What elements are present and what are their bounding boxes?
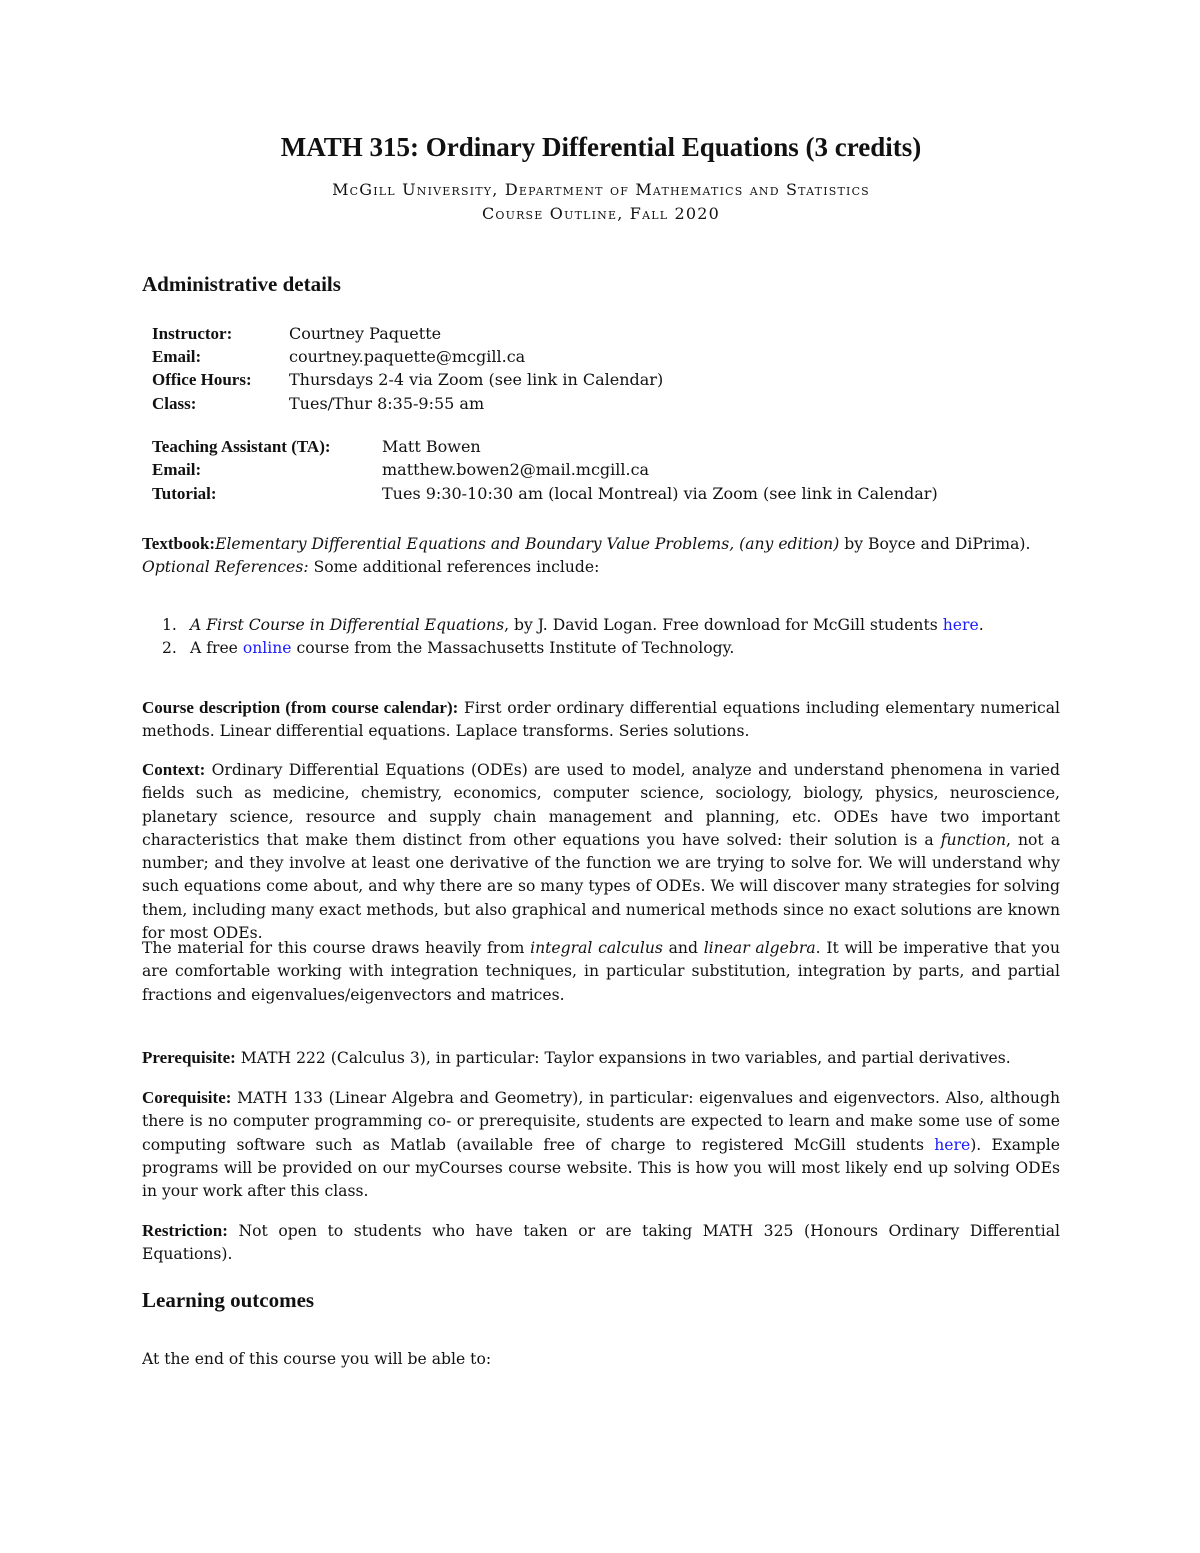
context-paragraph: [142, 758, 1060, 945]
reference-text: , by J. David Logan. Free download for McGill students: [504, 616, 943, 634]
context-emphasis: function: [940, 830, 1006, 849]
optional-references-text: Some additional references include:: [308, 558, 600, 577]
tutorial-label: Tutorial:: [152, 484, 217, 503]
material-text-2: and: [662, 939, 704, 957]
material-text-3: . It will be imperative that you are comfortable working with integration techniques, in particular substitution, integration by parts, and partial fractions and eigenvalues/eigenvectors and matrices.: [142, 939, 1060, 1004]
corequisite-label: Corequisite:: [142, 1088, 232, 1107]
reference-title: A First Course in Differential Equations: [190, 616, 505, 634]
references-list: [142, 614, 1060, 661]
department-subtitle: McGill University, Department of Mathematics and Statistics: [332, 180, 870, 199]
learning-outcomes-heading: Learning outcomes: [142, 1288, 315, 1312]
optional-references-label: Optional References:: [142, 558, 309, 577]
tutorial-value: Tues 9:30-10:30 am (local Montreal) via Zoom (see link in Calendar): [382, 484, 938, 503]
list-item: [142, 614, 1060, 637]
description-text: First order ordinary differential equations including elementary numerical methods. Linear differential equations. Laplace transforms. Series solutions.: [142, 699, 1060, 741]
material-paragraph: [142, 937, 1060, 1007]
list-item: [142, 637, 1060, 660]
context-text: Ordinary Differential Equations (ODEs) are used to model, analyze and understand phenomena in varied fields such as medicine, chemistry, economics, computer science, sociology, biology, physics, neuroscience, planetary science, resource and supply chain management and planning, etc. ODEs have two important characteristics that make them distinct from other equations you have solved: their solution is a: [142, 761, 1060, 849]
term-subtitle: Course Outline, Fall 2020: [481, 204, 721, 223]
material-emphasis-algebra: linear algebra: [703, 939, 816, 957]
admin-heading: Administrative details: [142, 272, 341, 296]
ta-email-value: matthew.bowen2@mail.mcgill.ca: [382, 460, 650, 479]
textbook-authors: by Boyce and DiPrima).: [839, 535, 1031, 553]
class-label: Class:: [152, 394, 197, 413]
reference-online-link[interactable]: online: [242, 639, 292, 658]
corequisite-paragraph: [142, 1086, 1060, 1203]
list-number: 2.: [162, 639, 177, 658]
office-hours-value: Thursdays 2-4 via Zoom (see link in Calendar): [289, 370, 664, 389]
reference-text: course from the Massachusetts Institute of Technology.: [291, 639, 735, 658]
textbook-paragraph: [142, 532, 1060, 580]
corequisite-text: MATH 133 (Linear Algebra and Geometry), in particular: eigenvalues and eigenvectors. Also, although there is no computer programming co- or prerequisite, students are expected to learn and make some use of some computing software such as Matlab (available free of charge to registered McGill students: [142, 1089, 1060, 1154]
reference-download-link[interactable]: here: [942, 616, 979, 634]
material-emphasis-calculus: integral calculus: [530, 939, 663, 957]
reference-end: .: [978, 616, 984, 634]
corequisite-text-2: ). Example programs will be provided on our myCourses course website. This is how you will most likely end up solving ODEs in your work after this class.: [142, 1135, 1060, 1201]
email-value: courtney.paquette@mcgill.ca: [289, 347, 526, 366]
prerequisite-label: Prerequisite:: [142, 1048, 236, 1067]
textbook-title: Elementary Differential Equations and Boundary Value Problems, (any edition): [215, 535, 840, 553]
restriction-label: Restriction:: [142, 1221, 228, 1240]
ta-email-label: Email:: [152, 460, 202, 479]
ta-value: Matt Bowen: [382, 437, 481, 456]
context-text-2: , not a number; and they involve at least one derivative of the function we are trying to solve for. We will understand why such equations come about, and why there are so many types of ODEs. We will discover many strategies for solving them, including many exact methods, but also graphical and numerical methods since no exact solutions are known for most ODEs.: [142, 830, 1060, 943]
context-label: Context:: [142, 760, 206, 779]
reference-pre: A free: [190, 639, 243, 658]
list-number: 1.: [162, 616, 177, 634]
material-text: The material for this course draws heavily from: [142, 939, 531, 957]
learning-outcomes-intro: At the end of this course you will be able to:: [142, 1350, 492, 1368]
restriction-text: Not open to students who have taken or are taking MATH 325 (Honours Ordinary Differential Equations).: [142, 1222, 1060, 1264]
description-label: Course description (from course calendar):: [142, 698, 459, 717]
page-title: MATH 315: Ordinary Differential Equations (3 credits): [280, 132, 922, 162]
matlab-link[interactable]: here: [934, 1135, 971, 1154]
ta-label: Teaching Assistant (TA):: [152, 437, 331, 456]
email-label: Email:: [152, 347, 202, 366]
course-description: [142, 696, 1060, 744]
office-hours-label: Office Hours:: [152, 370, 252, 389]
prerequisite-text: MATH 222 (Calculus 3), in particular: Taylor expansions in two variables, and partial derivatives.: [235, 1049, 1011, 1067]
textbook-label: Textbook:: [142, 534, 216, 553]
restriction-paragraph: [142, 1219, 1060, 1267]
class-value: Tues/Thur 8:35-9:55 am: [289, 394, 485, 413]
instructor-label: Instructor:: [152, 324, 233, 343]
prerequisite-paragraph: [142, 1046, 1060, 1070]
instructor-value: Courtney Paquette: [289, 324, 442, 343]
